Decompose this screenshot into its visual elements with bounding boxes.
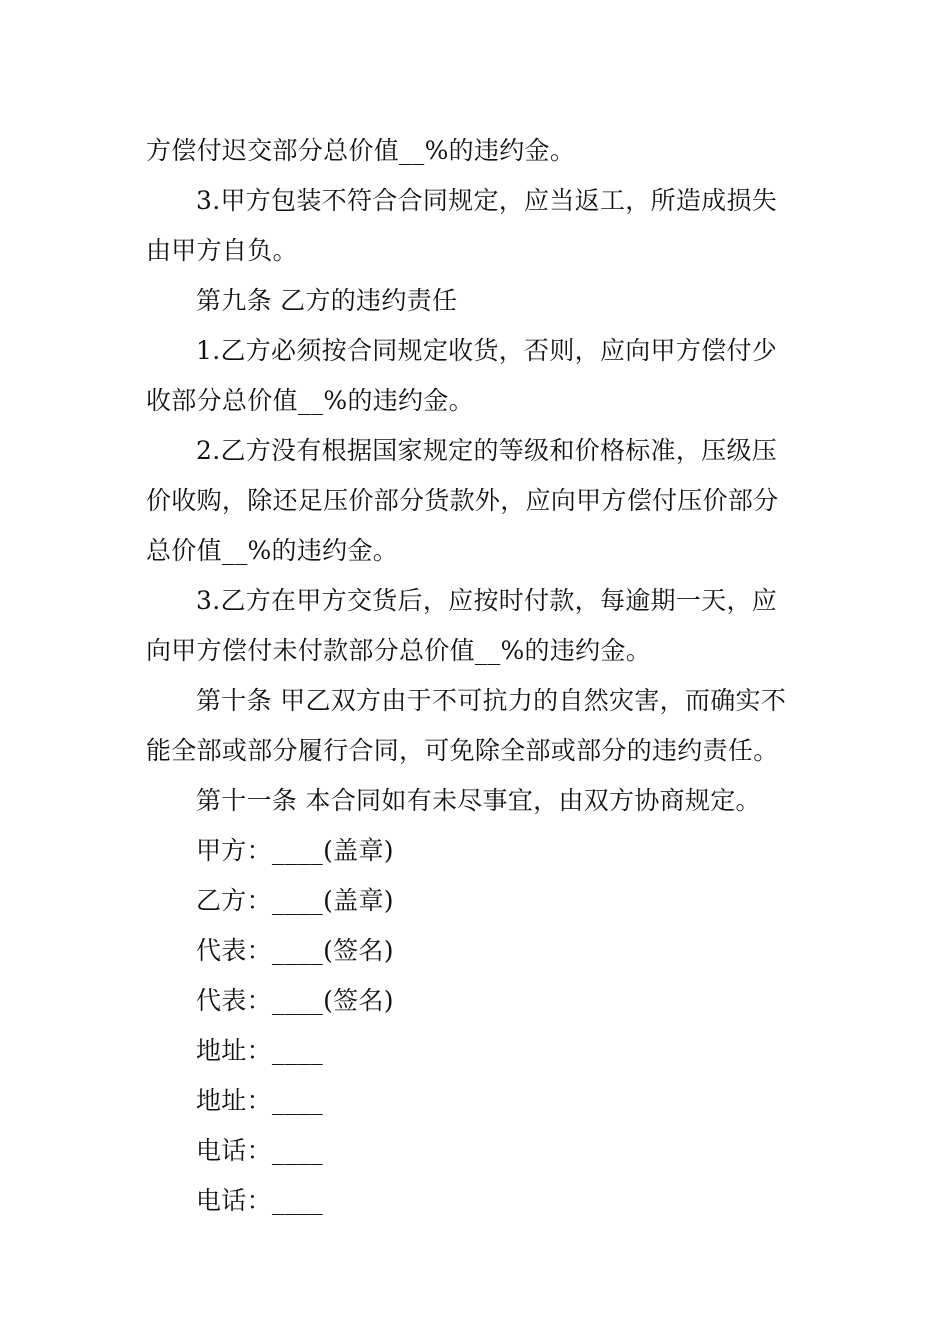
text-line: 收部分总价值__%的违约金。 bbox=[146, 386, 474, 415]
text-line: 第十一条 本合同如有未尽事宜，由双方协商规定。 bbox=[196, 786, 761, 815]
text-line: 第九条 乙方的违约责任 bbox=[196, 286, 458, 315]
text-line: 总价值__%的违约金。 bbox=[146, 536, 399, 565]
text-line: 价收购，除还足压价部分货款外，应向甲方偿付压价部分 bbox=[146, 486, 779, 515]
text-line: 向甲方偿付未付款部分总价值__%的违约金。 bbox=[146, 636, 652, 665]
text-line: 3.甲方包装不符合合同规定，应当返工，所造成损失 bbox=[196, 186, 778, 215]
text-line: 能全部或部分履行合同，可免除全部或部分的违约责任。 bbox=[146, 736, 779, 765]
text-line: 1.乙方必须按合同规定收货，否则，应向甲方偿付少 bbox=[196, 336, 778, 365]
contract-body bbox=[146, 126, 811, 1226]
text-line: 第十条 甲乙双方由于不可抗力的自然灾害，而确实不 bbox=[196, 686, 787, 715]
text-line: 3.乙方在甲方交货后，应按时付款，每逾期一天，应 bbox=[196, 586, 778, 615]
text-line: 2.乙方没有根据国家规定的等级和价格标准，压级压 bbox=[196, 436, 778, 465]
text-line: 代表：____(签名) bbox=[196, 986, 394, 1015]
text-line: 甲方：____(盖章) bbox=[196, 836, 394, 865]
text-line: 电话：____ bbox=[196, 1186, 324, 1215]
text-line: 乙方：____(盖章) bbox=[196, 886, 394, 915]
text-line: 地址：____ bbox=[196, 1036, 324, 1065]
text-line: 电话：____ bbox=[196, 1136, 324, 1165]
text-line: 地址：____ bbox=[196, 1086, 324, 1115]
text-line: 由甲方自负。 bbox=[146, 236, 298, 265]
text-line: 方偿付迟交部分总价值__%的违约金。 bbox=[146, 136, 576, 165]
text-line: 代表：____(签名) bbox=[196, 936, 394, 965]
